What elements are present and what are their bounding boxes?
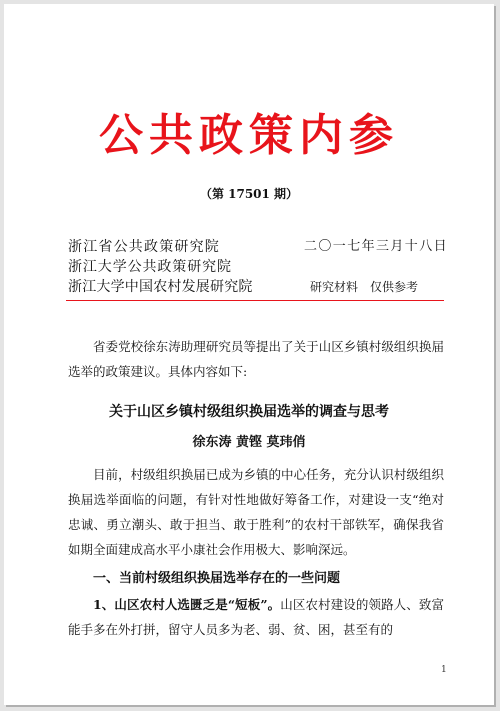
body-paragraph-2: [68, 592, 444, 642]
classification-label-2: 仅供参考: [370, 280, 419, 294]
classification-note: [310, 279, 418, 295]
publisher-org-2: 浙江大学公共政策研究院: [68, 259, 232, 275]
intro-paragraph: 省委党校徐东涛助理研究员等提出了关于山区乡镇村级组织换届选举的政策建议。具体内容如下:: [68, 339, 444, 379]
publication-date: 二〇一七年三月十八日: [304, 239, 449, 254]
header-divider: [66, 300, 444, 301]
report-title: 关于山区乡镇村级组织换届选举的调查与思考: [109, 404, 389, 420]
section-heading-1: 一、当前村级组织换届选举存在的一些问题: [93, 571, 341, 586]
classification-label-1: 研究材料: [310, 280, 359, 294]
point-1-text: 山区农村建设的领路人、致富能手多在外打拼，留守人员多为老、弱、贫、困，甚至有的: [68, 597, 444, 637]
document-page: [4, 4, 494, 705]
point-1-lead: 1、山区农村人选匮乏是“短板”。: [93, 597, 281, 612]
issue-number: （第 17501 期）: [199, 187, 299, 201]
masthead-title: 公共政策内参: [99, 110, 399, 161]
report-authors: 徐东涛 黄铿 莫玮俏: [192, 435, 306, 450]
page-number: 1: [441, 665, 447, 675]
publisher-org-1: 浙江省公共政策研究院: [68, 239, 220, 255]
publisher-org-3: 浙江大学中国农村发展研究院: [68, 279, 253, 295]
body-paragraph-1: 目前，村级组织换届已成为乡镇的中心任务，充分认识村级组织换届选举面临的问题，有针对性地做好筹备工作，对建设一支“绝对忠诚、勇立潮头、敢于担当、敢于胜利”的农村干部铁军，确保我省如期全面建成高水平小康社会作用极大、影响深远。: [68, 467, 444, 557]
